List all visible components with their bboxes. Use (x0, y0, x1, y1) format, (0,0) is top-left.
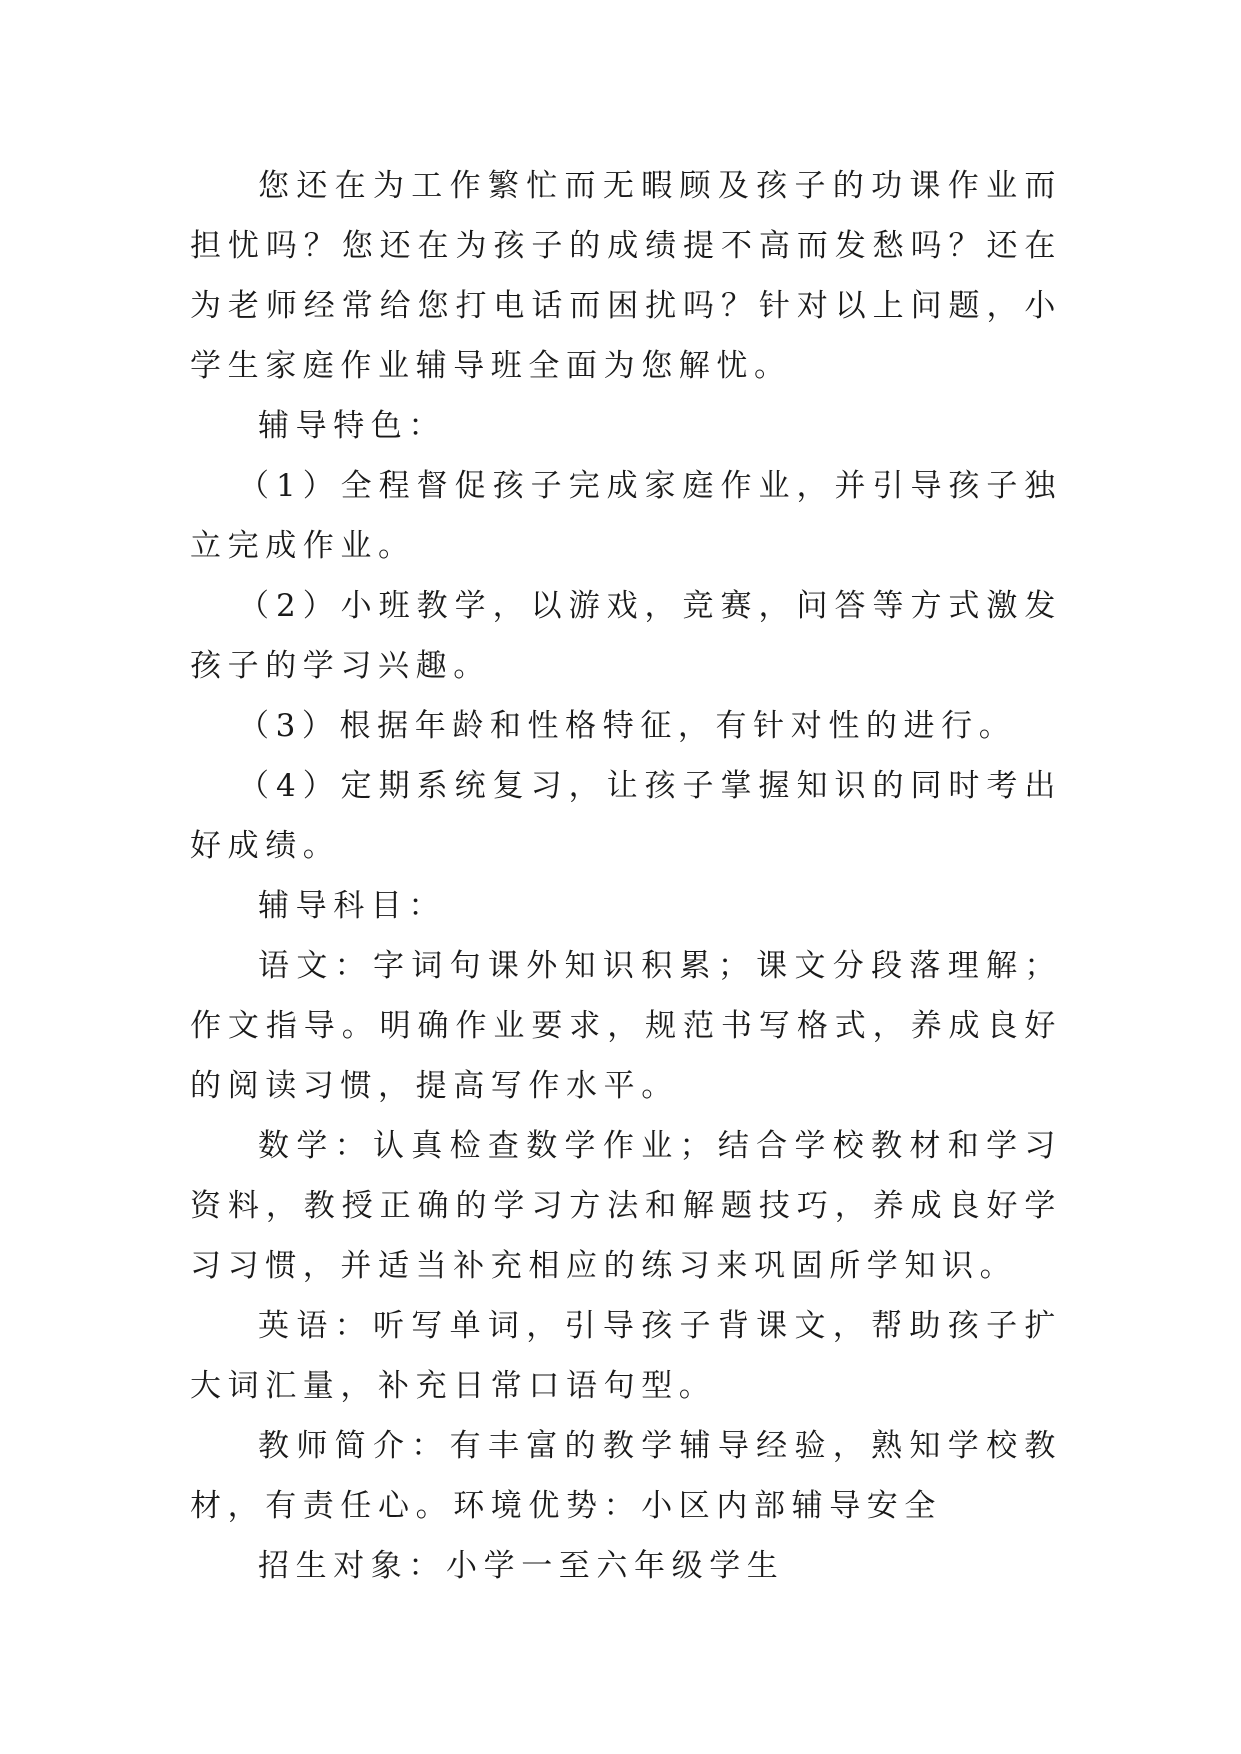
enrollment-target: 招生对象：小学一至六年级学生 (258, 1548, 785, 1584)
section-heading-features: 辅导特色： (258, 408, 446, 444)
feature-item-2: （2）小班教学，以游戏，竞赛，问答等方式激发孩子的学习兴趣。 (190, 588, 1062, 684)
feature-item-3: （3）根据年龄和性格特征，有针对性的进行。 (238, 708, 1017, 744)
document-body (190, 156, 1062, 1596)
feature-item-1: （1）全程督促孩子完成家庭作业，并引导孩子独立完成作业。 (190, 468, 1062, 564)
subject-english: 英语：听写单词，引导孩子背课文，帮助孩子扩大词汇量，补充日常口语句型。 (190, 1308, 1062, 1404)
feature-item-4: （4）定期系统复习，让孩子掌握知识的同时考出好成绩。 (190, 768, 1062, 864)
teacher-intro: 教师简介：有丰富的教学辅导经验，熟知学校教材，有责任心。环境优势：小区内部辅导安全 (190, 1428, 1062, 1524)
intro-paragraph: 您还在为工作繁忙而无暇顾及孩子的功课作业而担忧吗？您还在为孩子的成绩提不高而发愁吗？还在为老师经常给您打电话而困扰吗？针对以上问题，小学生家庭作业辅导班全面为您解忧。 (190, 168, 1062, 384)
subject-chinese: 语文：字词句课外知识积累；课文分段落理解；作文指导。明确作业要求，规范书写格式，养成良好的阅读习惯，提高写作水平。 (190, 948, 1062, 1104)
section-heading-subjects: 辅导科目： (258, 888, 446, 924)
subject-math: 数学：认真检查数学作业；结合学校教材和学习资料，教授正确的学习方法和解题技巧，养成良好学习习惯，并适当补充相应的练习来巩固所学知识。 (190, 1128, 1062, 1284)
